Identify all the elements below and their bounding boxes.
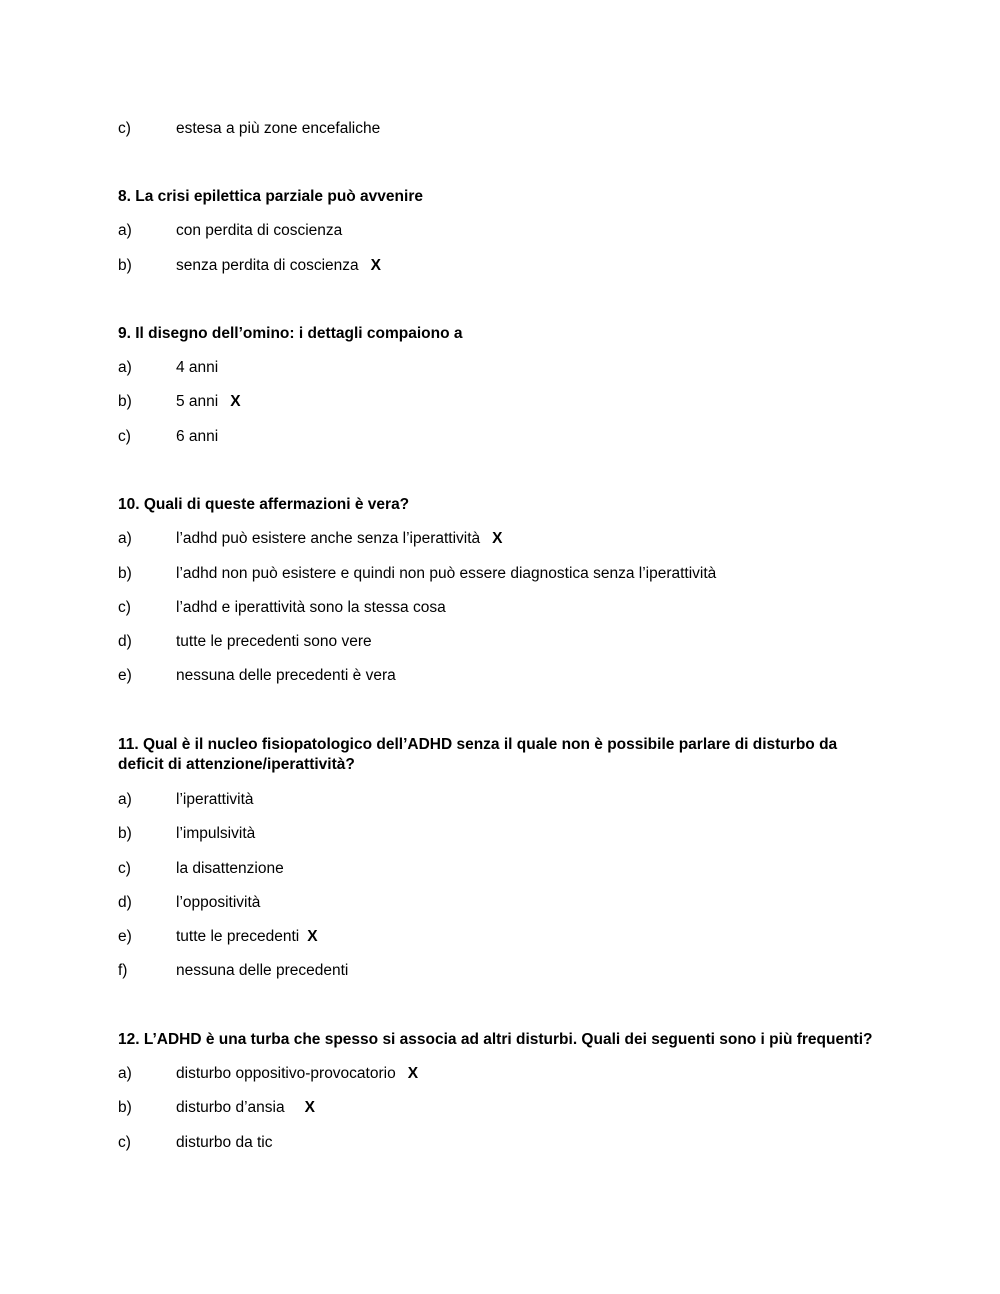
option-letter: d) (118, 633, 132, 650)
option-letter: b) (118, 393, 132, 410)
option-letter: a) (118, 791, 132, 808)
question-title: 12. L’ADHD è una turba che spesso si associa ad altri disturbi. Quali dei seguenti sono i più frequenti? (118, 1031, 873, 1048)
option-letter: c) (118, 120, 131, 137)
option-letter: c) (118, 860, 131, 877)
option-letter: a) (118, 1065, 132, 1082)
list-item (118, 529, 503, 549)
option-letter: e) (118, 667, 132, 684)
answer-mark: X (307, 928, 318, 945)
option-text: l’adhd e iperattività sono la stessa cosa (176, 599, 446, 616)
list-item (118, 666, 396, 686)
option-text: 5 anni (176, 393, 219, 410)
question-title: 9. Il disegno dell’omino: i dettagli compaiono a (118, 325, 463, 342)
list-item (118, 859, 284, 879)
list-item (118, 564, 716, 584)
option-letter: b) (118, 1099, 132, 1116)
option-text: disturbo oppositivo-provocatorio (176, 1065, 396, 1082)
option-letter: f) (118, 962, 128, 979)
list-item (118, 598, 446, 618)
option-letter: e) (118, 928, 132, 945)
option-text: 4 anni (176, 359, 219, 376)
answer-mark: X (370, 257, 382, 274)
option-letter: a) (118, 530, 132, 547)
question-title: 11. Qual è il nucleo fisiopatologico dell’ADHD senza il quale non è possibile parlare di disturbo da deficit di attenzione/iperattività? (118, 736, 838, 773)
list-item (118, 1098, 315, 1118)
option-text: disturbo da tic (176, 1134, 273, 1151)
question-title: 8. La crisi epilettica parziale può avvenire (118, 188, 423, 205)
list-item (118, 961, 348, 981)
option-letter: a) (118, 359, 132, 376)
option-text: estesa a più zone encefaliche (176, 120, 381, 137)
list-item (118, 927, 318, 947)
answer-mark: X (304, 1099, 315, 1116)
option-text: l’adhd può esistere anche senza l’iperattività (176, 530, 481, 547)
list-item (118, 824, 255, 844)
list-item (118, 119, 380, 139)
list-item (118, 358, 218, 378)
option-text: tutte le precedenti (176, 928, 300, 945)
option-text: disturbo d’ansia (176, 1099, 285, 1116)
option-letter: b) (118, 565, 132, 582)
list-item (118, 392, 241, 412)
option-text: l’iperattività (176, 791, 254, 808)
option-letter: d) (118, 894, 132, 911)
option-letter: b) (118, 825, 132, 842)
option-text: tutte le precedenti sono vere (176, 633, 372, 650)
list-item (118, 1133, 273, 1153)
list-item (118, 790, 254, 810)
option-letter: a) (118, 222, 132, 239)
question-title: 10. Quali di queste affermazioni è vera? (118, 496, 410, 513)
option-letter: b) (118, 257, 132, 274)
option-text: l’impulsività (176, 825, 256, 842)
option-text: l’adhd non può esistere e quindi non può essere diagnostica senza l’iperattività (176, 565, 717, 582)
option-text: con perdita di coscienza (176, 222, 343, 239)
option-letter: c) (118, 599, 131, 616)
list-item (118, 427, 218, 447)
option-text: l’oppositività (176, 894, 261, 911)
option-text: nessuna delle precedenti è vera (176, 667, 396, 684)
option-text: la disattenzione (176, 860, 284, 877)
option-text: senza perdita di coscienza (176, 257, 359, 274)
list-item (118, 221, 342, 241)
list-item (118, 632, 372, 652)
list-item (118, 1064, 418, 1084)
option-letter: c) (118, 428, 131, 445)
option-letter: c) (118, 1134, 131, 1151)
option-text: nessuna delle precedenti (176, 962, 349, 979)
list-item (118, 893, 260, 913)
answer-mark: X (230, 393, 241, 410)
answer-mark: X (407, 1065, 419, 1082)
answer-mark: X (492, 530, 503, 547)
option-text: 6 anni (176, 428, 219, 445)
list-item (118, 256, 381, 276)
